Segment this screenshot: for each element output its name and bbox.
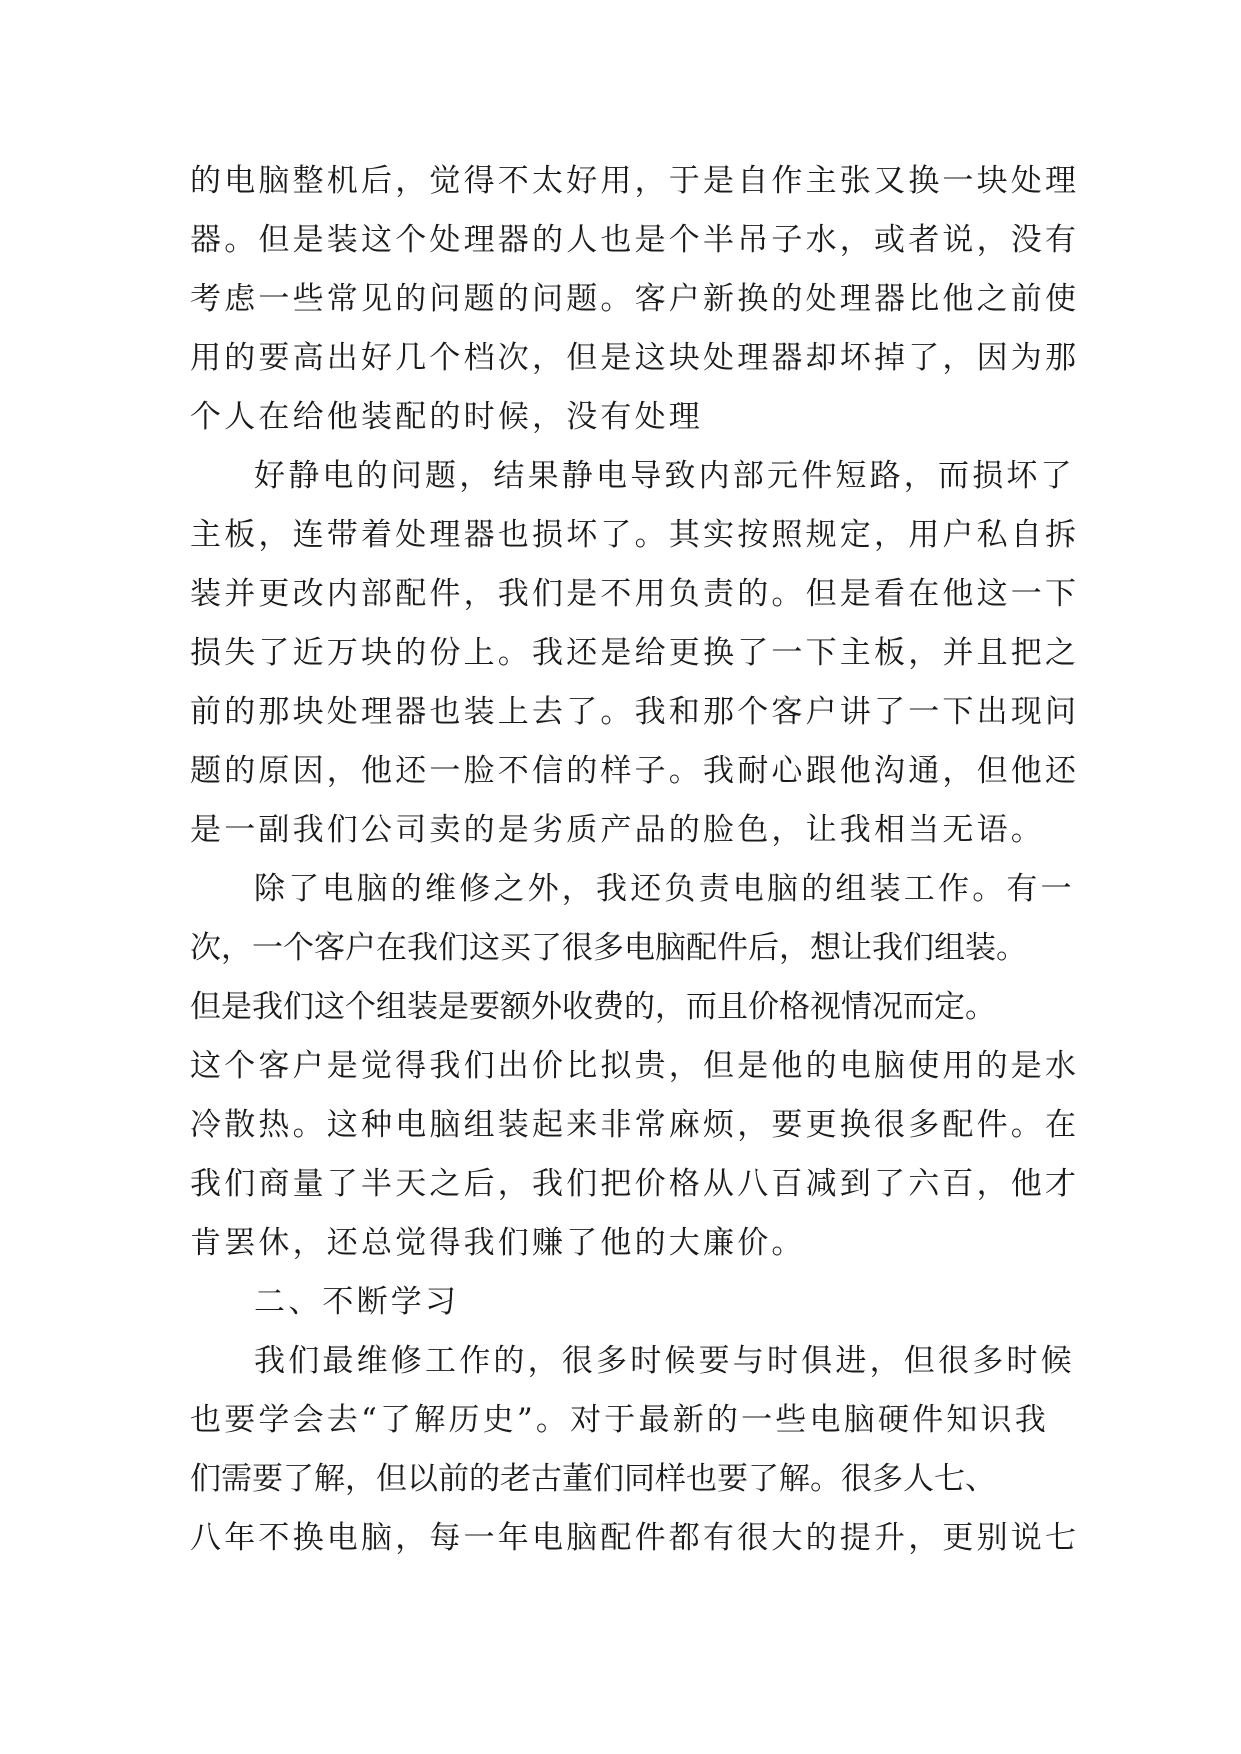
text-line: 这个客户是觉得我们出价比拟贵，但是他的电脑使用的是水 (190, 1048, 1080, 1084)
text-line: 个人在给他装配的时候，没有处理 (190, 399, 703, 435)
section-heading: 二、不断学习 (254, 1284, 460, 1320)
document-body (190, 152, 1080, 1568)
paragraph-first-line: 好静电的问题，结果静电导致内部元件短路，而损坏了 (254, 458, 1075, 494)
text-line: 前的那块处理器也装上去了。我和那个客户讲了一下出现问 (190, 694, 1080, 730)
text-line: 八年不换电脑，每一年电脑配件都有很大的提升，更别说七 (190, 1520, 1080, 1556)
text-line: 是一副我们公司卖的是劣质产品的脸色，让我相当无语。 (190, 812, 1045, 848)
paragraph-first-line: 我们最维修工作的，很多时候要与时俱进，但很多时候 (254, 1343, 1075, 1379)
text-line: 装并更改内部配件，我们是不用负责的。但是看在他这一下 (190, 576, 1080, 612)
paragraph-first-line: 除了电脑的维修之外，我还负责电脑的组装工作。有一 (254, 871, 1075, 907)
text-line: 肯罢休，还总觉得我们赚了他的大廉价。 (190, 1225, 806, 1261)
text-line: 次，一个客户在我们这买了很多电脑配件后，想让我们组装。 (190, 930, 1027, 966)
text-line: 器。但是装这个处理器的人也是个半吊子水，或者说，没有 (190, 222, 1080, 258)
text-line: 也要学会去“了解历史”。对于最新的一些电脑硬件知识我 (190, 1402, 1049, 1438)
text-line: 但是我们这个组装是要额外收费的，而且价格视情况而定。 (190, 989, 996, 1025)
text-line: 的电脑整机后，觉得不太好用，于是自作主张又换一块处理 (190, 163, 1080, 199)
text-line: 损失了近万块的份上。我还是给更换了一下主板，并且把之 (190, 635, 1080, 671)
text-line: 我们商量了半天之后，我们把价格从八百减到了六百，他才 (190, 1166, 1080, 1202)
text-line: 题的原因，他还一脸不信的样子。我耐心跟他沟通，但他还 (190, 753, 1080, 789)
text-line: 主板，连带着处理器也损坏了。其实按照规定，用户私自拆 (190, 517, 1080, 553)
text-line: 冷散热。这种电脑组装起来非常麻烦，要更换很多配件。在 (190, 1107, 1080, 1143)
text-line: 们需要了解，但以前的老古董们同样也要了解。很多人七、 (190, 1461, 996, 1497)
text-line: 用的要高出好几个档次，但是这块处理器却坏掉了，因为那 (190, 340, 1080, 376)
text-line: 考虑一些常见的问题的问题。客户新换的处理器比他之前使 (190, 281, 1080, 317)
